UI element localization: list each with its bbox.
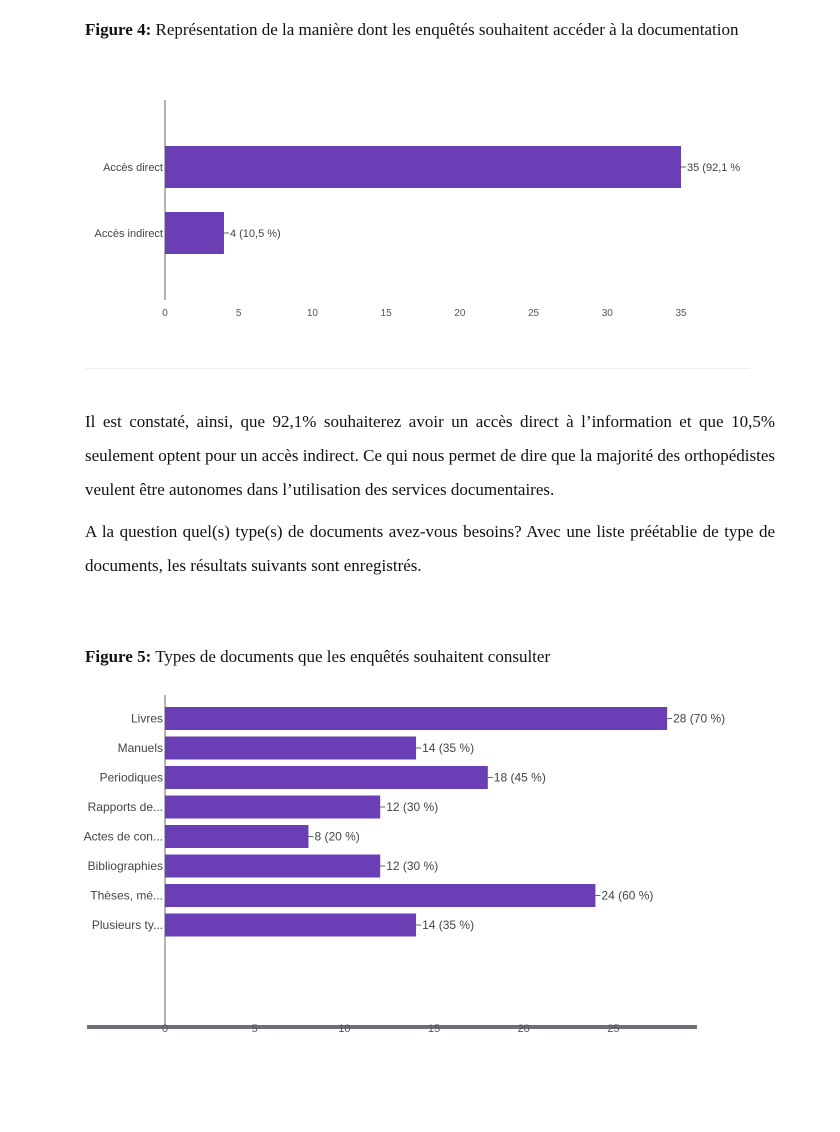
x-tick-label: 5 <box>235 308 242 319</box>
category-label: Bibliographies <box>87 859 163 874</box>
bar <box>165 914 416 937</box>
category-label: Periodiques <box>99 770 163 785</box>
x-tick-label: 25 <box>528 308 540 319</box>
category-label: Rapports de... <box>87 800 163 815</box>
bar <box>165 855 380 878</box>
data-label: 4 (10,5 %) <box>229 227 281 240</box>
data-label: 14 (35 %) <box>422 918 475 933</box>
bar <box>165 766 488 789</box>
separator-line <box>85 368 750 369</box>
bar <box>165 707 667 730</box>
figure5-chart <box>0 680 840 1060</box>
x-tick-label: 10 <box>338 1023 351 1035</box>
category-label: Livres <box>130 711 163 726</box>
bar <box>165 737 416 760</box>
figure5-caption-label: Figure 5: <box>85 647 152 666</box>
category-label: Plusieurs ty... <box>91 918 163 933</box>
bar <box>165 796 380 819</box>
x-tick-label: 15 <box>427 1023 441 1035</box>
data-label: 28 (70 %) <box>673 711 726 726</box>
paragraph-1: Il est constaté, ainsi, que 92,1% souhaiterez avoir un accès direct à l’information et que 10,5% seulement optent pour un accès indirect. Ce qui nous permet de dire que la majorité des orthopédistes veulent être autonomes dans l’utilisation des services documentaires. <box>85 412 775 499</box>
figure5-caption-text: Types de documents que les enquêtés souhaitent consulter <box>151 647 551 666</box>
figure5-caption <box>85 640 785 674</box>
category-label: Actes de con... <box>83 829 163 844</box>
paragraph-2: A la question quel(s) type(s) de documents avez-vous besoins? Avec une liste préétablie de type de documents, les résultats suivants sont enregistrés. <box>85 522 775 575</box>
bar <box>165 212 224 254</box>
x-tick-label: 15 <box>380 308 392 319</box>
figure4-chart <box>0 90 840 430</box>
figure4-caption-text: Représentation de la manière dont les enquêtés souhaitent accéder à la documentation <box>151 20 739 39</box>
x-tick-label: 20 <box>517 1023 530 1035</box>
category-label: Accès direct <box>103 161 163 174</box>
x-tick-label: 25 <box>607 1023 620 1035</box>
x-tick-label: 5 <box>251 1023 258 1035</box>
figure4-caption <box>85 13 785 47</box>
data-label: 12 (30 %) <box>386 859 439 874</box>
x-tick-label: 0 <box>162 308 168 319</box>
x-tick-label: 20 <box>454 308 466 319</box>
data-label: 24 (60 %) <box>601 888 654 903</box>
data-label: 8 (20 %) <box>314 829 360 844</box>
bar <box>165 825 308 848</box>
x-tick-label: 30 <box>601 308 613 319</box>
x-axis-bar <box>87 1025 697 1029</box>
data-label: 14 (35 %) <box>422 741 475 756</box>
bar <box>165 146 681 188</box>
figure4-caption-label: Figure 4: <box>85 20 152 39</box>
category-label: Accès indirect <box>94 227 163 240</box>
x-tick-label: 10 <box>306 308 318 319</box>
data-label: 35 (92,1 % <box>687 161 741 174</box>
bar <box>165 884 595 907</box>
category-label: Thèses, mé... <box>90 888 163 903</box>
category-label: Manuels <box>117 741 163 756</box>
x-tick-label: 0 <box>161 1023 169 1035</box>
data-label: 18 (45 %) <box>493 770 546 785</box>
x-tick-label: 35 <box>675 308 687 319</box>
data-label: 12 (30 %) <box>386 800 439 815</box>
